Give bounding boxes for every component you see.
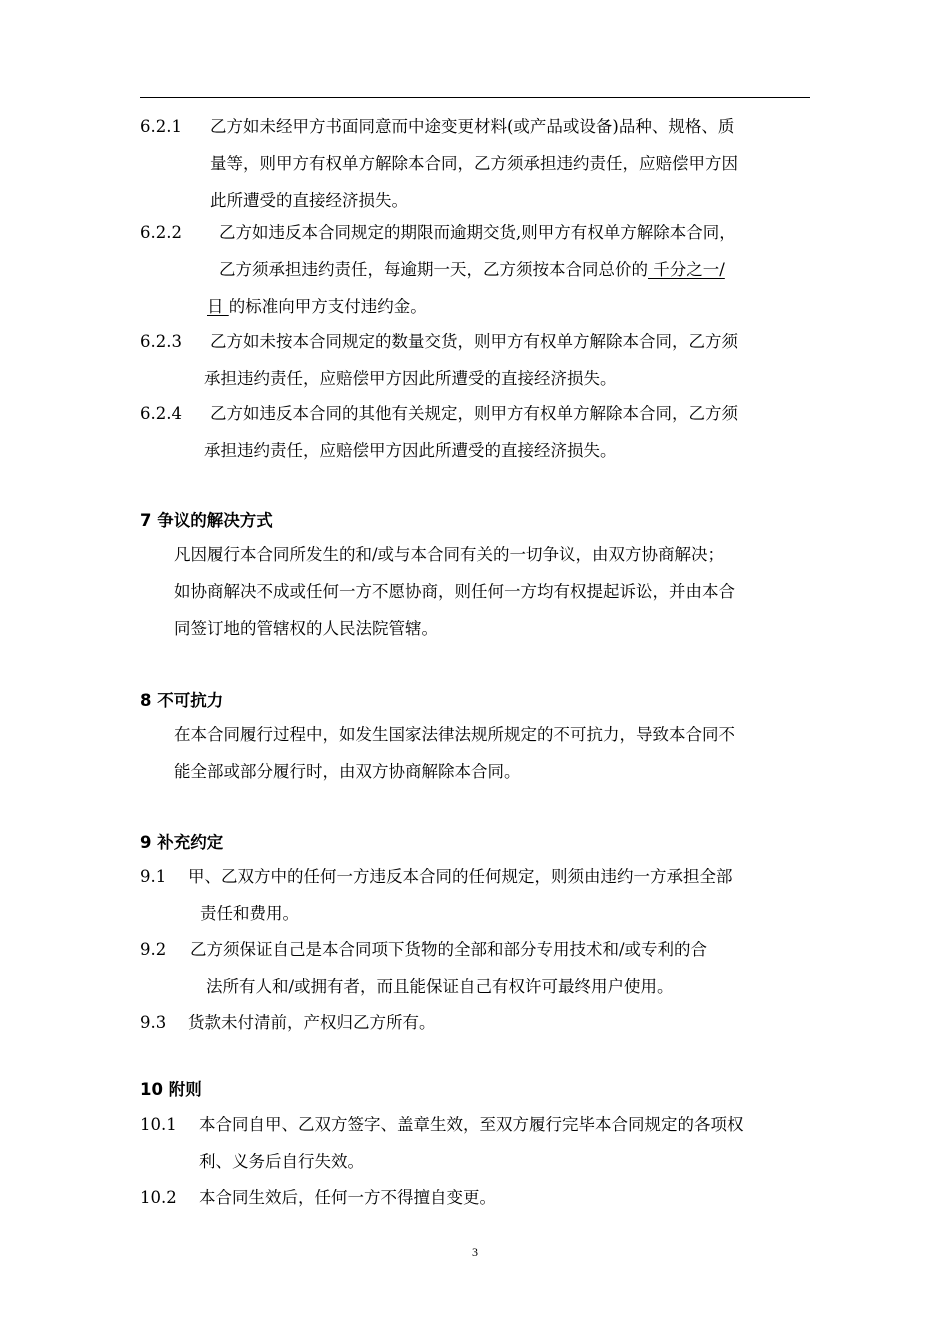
clause-text-line: [219, 251, 812, 288]
page-number: 3: [472, 1245, 478, 1259]
clause-number: 9.3: [140, 1013, 167, 1032]
paragraph-line: 凡因履行本合同所发生的和/或与本合同有关的一切争议，由双方协商解决；: [174, 545, 725, 564]
clause-number: 6.2.3: [140, 332, 182, 351]
clause-10-1: [140, 1106, 812, 1180]
paragraph-line: 同签订地的管辖权的人民法院管辖。: [174, 619, 438, 638]
clause-9-2: [140, 931, 812, 1005]
section-7-title: 7 争议的解决方式: [140, 511, 273, 530]
section-7-body: [174, 536, 814, 647]
header-rule: [140, 97, 810, 98]
clause-9-3: [140, 1004, 812, 1041]
clause-number: 10.1: [140, 1115, 177, 1134]
clause-text-line: 甲、乙双方中的任何一方违反本合同的任何规定，则须由违约一方承担全部: [188, 867, 733, 886]
clause-text-line: 承担违约责任，应赔偿甲方因此所遭受的直接经济损失。: [204, 441, 617, 460]
clause-text-line: 货款未付清前，产权归乙方所有。: [188, 1013, 436, 1032]
underlined-rate: 千分之一/: [648, 260, 725, 279]
clause-6-2-3: [140, 323, 812, 397]
section-8-body: [174, 716, 814, 790]
clause-text-line: 乙方如未经甲方书面同意而中途变更材料(或产品或设备)品种、规格、质: [210, 117, 735, 136]
clause-text-line: 本合同生效后，任何一方不得擅自变更。: [199, 1188, 496, 1207]
section-10-title: 10 附则: [140, 1080, 202, 1099]
clause-number: 10.2: [140, 1188, 177, 1207]
clause-text-line: 本合同自甲、乙双方签字、盖章生效，至双方履行完毕本合同规定的各项权: [199, 1115, 744, 1134]
clause-text-line: 承担违约责任，应赔偿甲方因此所遭受的直接经济损失。: [204, 369, 617, 388]
clause-number: 9.1: [140, 867, 167, 886]
paragraph-line: 如协商解决不成或任何一方不愿协商，则任何一方均有权提起诉讼，并由本合: [174, 582, 735, 601]
clause-text-line: 利、义务后自行失效。: [199, 1152, 364, 1171]
underlined-unit: 日: [207, 297, 229, 316]
clause-text-line: 责任和费用。: [200, 904, 299, 923]
paragraph-line: 能全部或部分履行时，由双方协商解除本合同。: [174, 762, 521, 781]
clause-text-line: 法所有人和/或拥有者，而且能保证自己有权许可最终用户使用。: [206, 977, 674, 996]
clause-number: 6.2.1: [140, 117, 182, 136]
clause-text-line: 量等，则甲方有权单方解除本合同，乙方须承担违约责任，应赔偿甲方因: [210, 154, 738, 173]
clause-6-2-4: [140, 395, 812, 469]
clause-text: 乙方须承担违约责任，每逾期一天，乙方须按本合同总价的: [219, 260, 648, 279]
clause-text-line: 乙方如未按本合同规定的数量交货，则甲方有权单方解除本合同，乙方须: [210, 332, 738, 351]
clause-text: 的标准向甲方支付违约金。: [228, 297, 427, 316]
clause-text-line: 乙方如违反本合同的其他有关规定，则甲方有权单方解除本合同，乙方须: [210, 404, 738, 423]
paragraph-line: 在本合同履行过程中，如发生国家法律法规所规定的不可抗力，导致本合同不: [174, 725, 735, 744]
clause-number: 6.2.4: [140, 404, 182, 423]
clause-text-line: 乙方如违反本合同规定的期限而逾期交货,则甲方有权单方解除本合同，: [219, 223, 736, 242]
clause-6-2-1: [140, 108, 812, 219]
clause-10-2: [140, 1179, 812, 1216]
clause-number: 9.2: [140, 940, 167, 959]
clause-text-line: [207, 288, 812, 325]
section-9-title: 9 补充约定: [140, 833, 224, 852]
clause-9-1: [140, 858, 812, 932]
section-8-title: 8 不可抗力: [140, 691, 224, 710]
clause-text-line: 此所遭受的直接经济损失。: [210, 191, 408, 210]
clause-6-2-2: [140, 214, 812, 325]
clause-number: 6.2.2: [140, 223, 182, 242]
clause-text-line: 乙方须保证自己是本合同项下货物的全部和部分专用技术和/或专利的合: [190, 940, 708, 959]
